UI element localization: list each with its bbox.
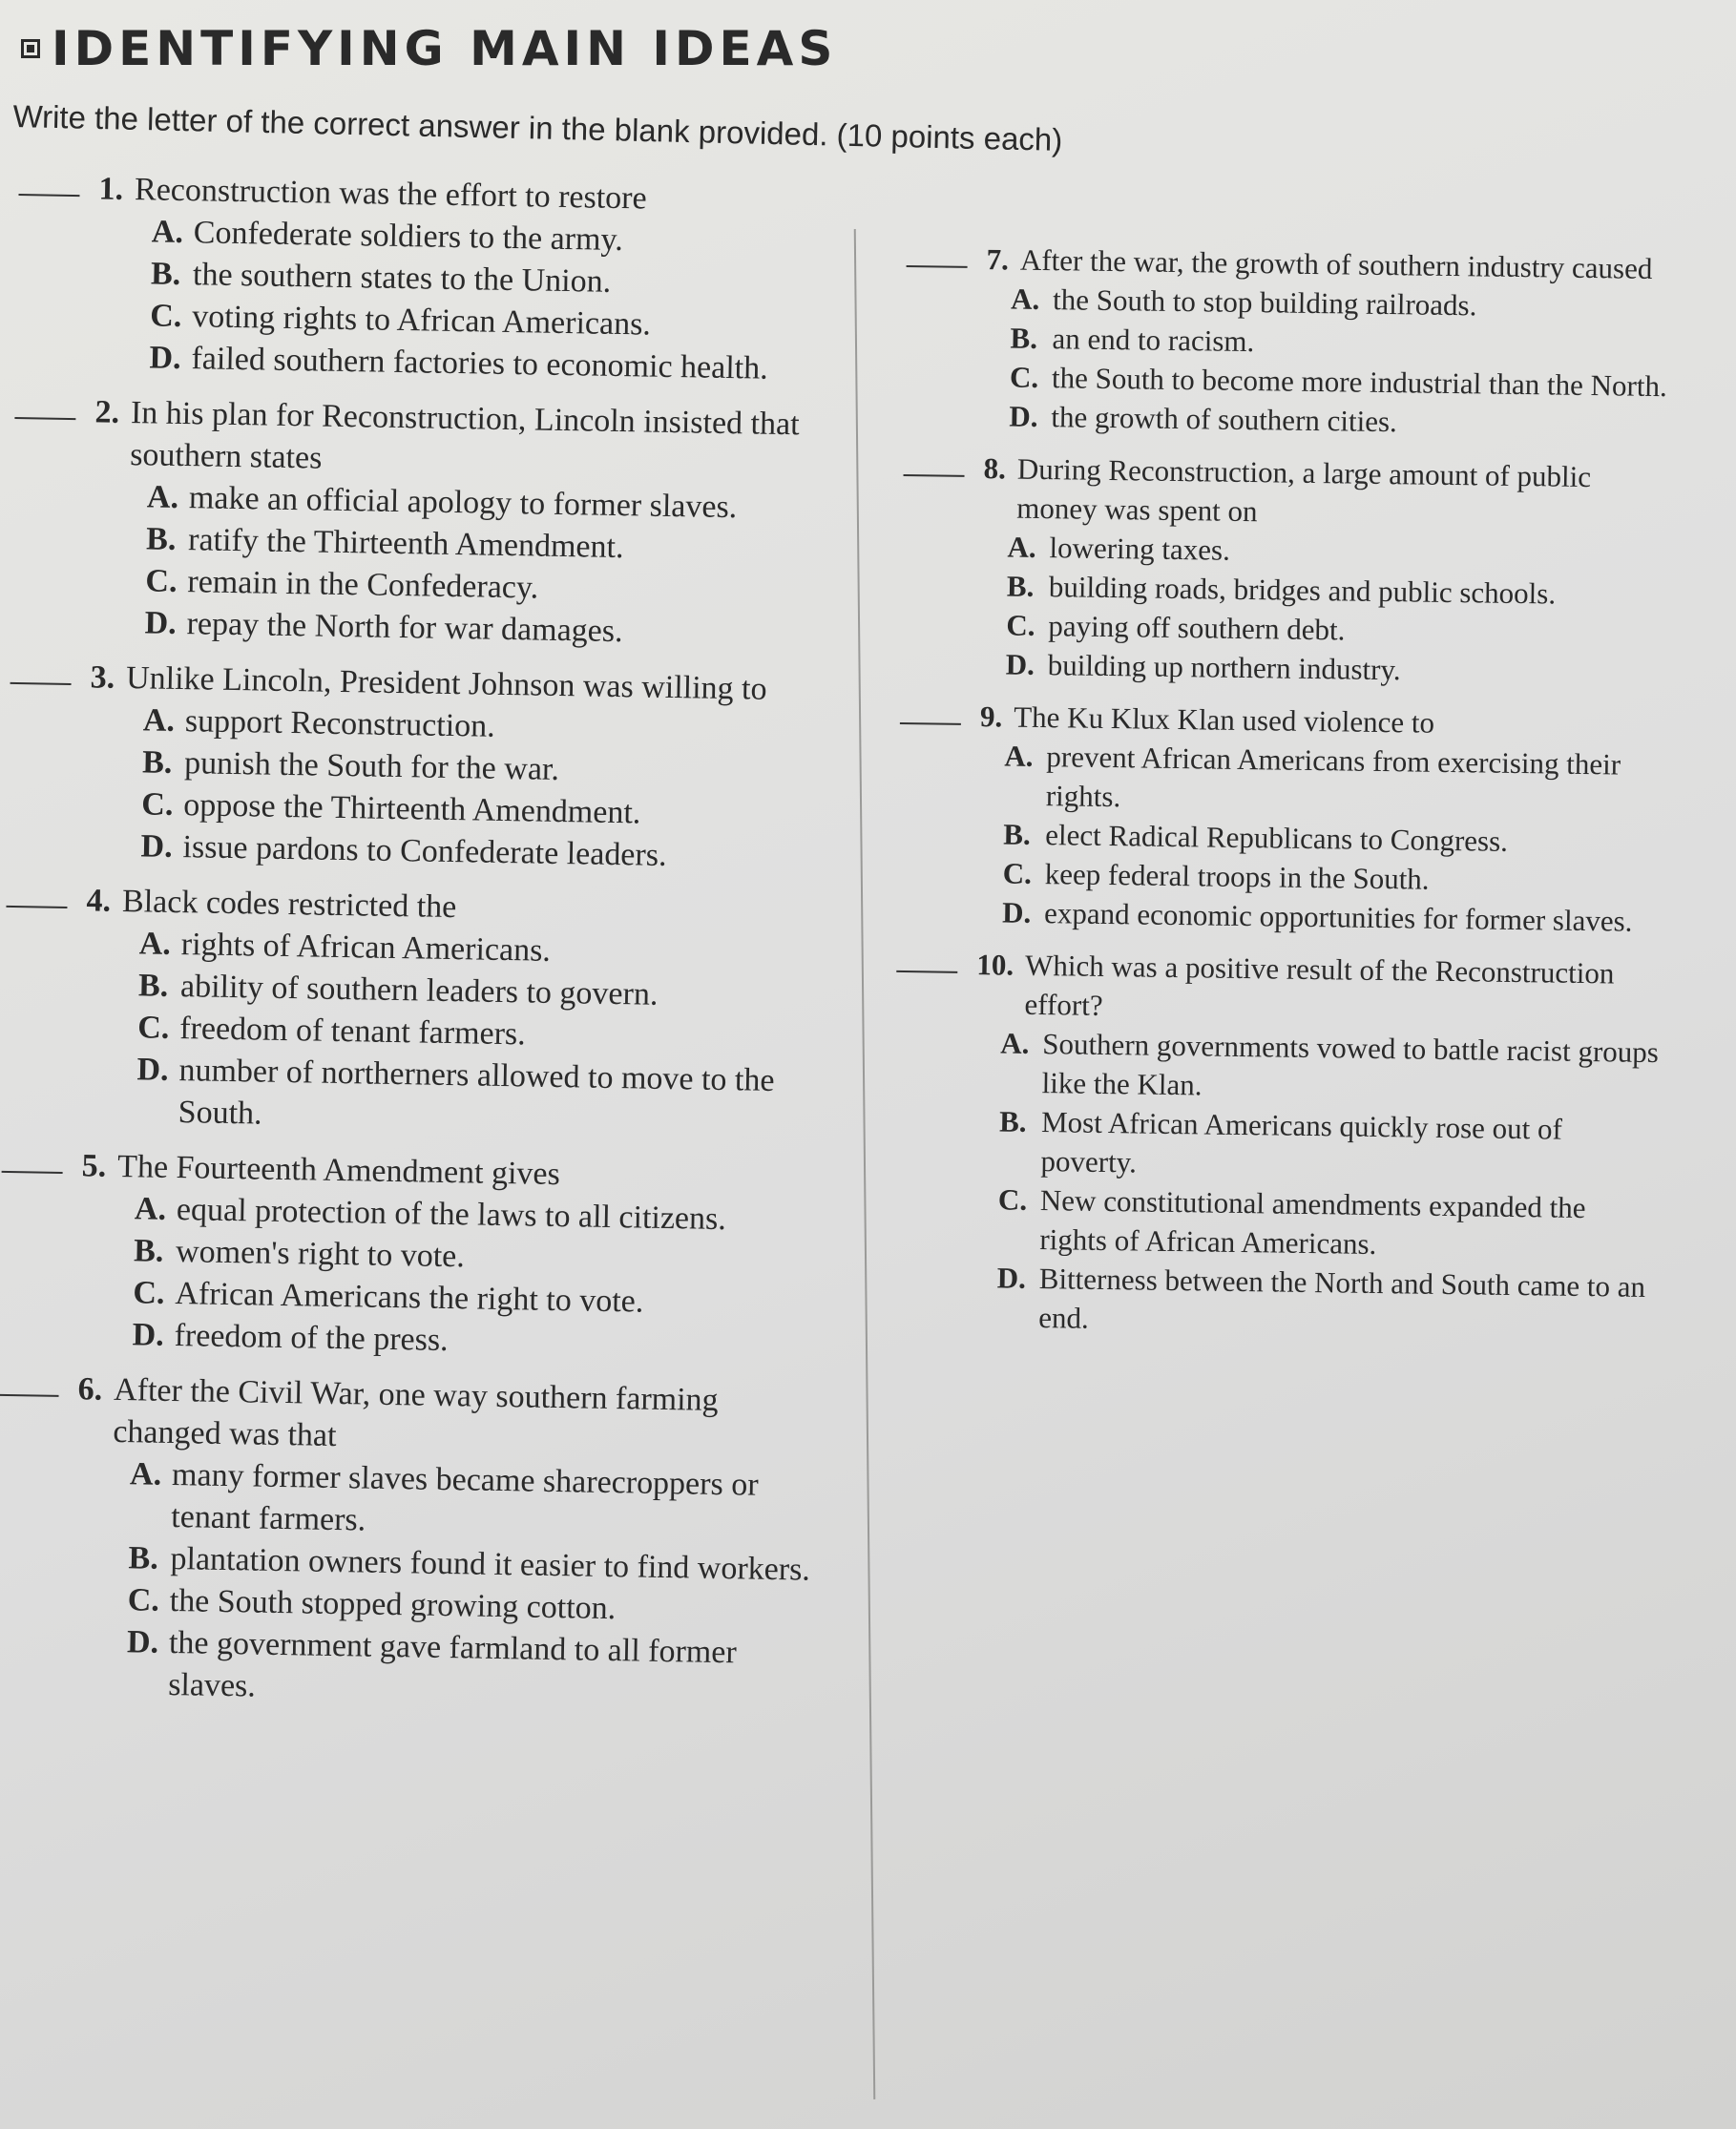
- option-letter: D.: [1009, 399, 1038, 433]
- option-text: number of northerners allowed to move to the South.: [178, 1053, 775, 1132]
- option-text: ratify the Thirteenth Amendment.: [187, 522, 624, 566]
- option-letter: B.: [1010, 321, 1038, 355]
- option-text: ability of southern leaders to govern.: [179, 969, 659, 1012]
- option-text: failed southern factories to economic health.: [191, 341, 768, 386]
- option-letter: B.: [128, 1540, 159, 1576]
- answer-options: [1009, 280, 1669, 446]
- answer-options: [132, 1188, 822, 1368]
- question-number: 6.: [77, 1371, 103, 1408]
- option-text: expand economic opportunities for former slaves.: [1043, 896, 1633, 938]
- column-divider: [854, 229, 876, 2099]
- option-letter: D.: [1005, 647, 1035, 681]
- option-text: Southern governments vowed to battle racist groups like the Klan.: [1041, 1027, 1660, 1102]
- question-text: The Fourteenth Amendment gives: [116, 1148, 561, 1193]
- question-stem: [896, 944, 1661, 1033]
- option-letter: A.: [151, 214, 184, 251]
- option-text: issue pardons to Confederate leaders.: [182, 829, 667, 873]
- option-text: elect Radical Republicans to Congress.: [1045, 818, 1509, 858]
- answer-blank[interactable]: [14, 390, 76, 420]
- option-letter: C.: [149, 298, 182, 334]
- question-stem: [18, 167, 840, 223]
- answer-option: [1004, 736, 1663, 824]
- question-item: [7, 656, 831, 880]
- question-text: After the war, the growth of southern industry caused: [1019, 242, 1653, 285]
- question-number: 2.: [94, 394, 120, 430]
- answer-blank[interactable]: [18, 167, 80, 197]
- answer-options: [1005, 528, 1665, 694]
- instructions: Write the letter of the correct answer in the blank provided. (10 points each): [12, 98, 1063, 157]
- left-column: [0, 167, 840, 1731]
- answer-options: [126, 1453, 817, 1718]
- option-letter: B.: [998, 1104, 1027, 1138]
- question-number: 3.: [90, 659, 115, 696]
- option-text: rights of African Americans.: [180, 927, 552, 969]
- answer-blank[interactable]: [10, 656, 73, 685]
- answer-option: [997, 1179, 1657, 1267]
- option-text: voting rights to African Americans.: [191, 299, 652, 343]
- option-letter: B.: [145, 521, 177, 557]
- option-text: support Reconstruction.: [184, 703, 496, 744]
- answer-option: [126, 1621, 814, 1718]
- question-number: 10.: [976, 948, 1014, 982]
- option-letter: A.: [1004, 739, 1034, 773]
- answer-option: [996, 1258, 1656, 1346]
- option-letter: D.: [144, 605, 178, 641]
- option-letter: A.: [1010, 282, 1040, 316]
- option-letter: A.: [134, 1191, 167, 1227]
- answer-blank[interactable]: [2, 1144, 64, 1174]
- option-text: Most African Americans quickly rose out of poverty.: [1040, 1105, 1563, 1179]
- option-letter: A.: [142, 702, 176, 739]
- option-text: the South to stop building railroads.: [1052, 282, 1477, 323]
- option-text: Confederate soldiers to the army.: [193, 215, 624, 259]
- question-text: After the Civil War, one way southern farming changed was that: [113, 1371, 719, 1454]
- question-item: [0, 1367, 819, 1718]
- answer-blank[interactable]: [6, 879, 68, 908]
- answer-option: [1005, 644, 1664, 693]
- answer-options: [144, 476, 834, 657]
- question-text: Black codes restricted the: [121, 884, 457, 926]
- option-letter: C.: [127, 1582, 160, 1618]
- option-text: freedom of the press.: [174, 1318, 449, 1359]
- option-text: New constitutional amendments expanded the rights of African Americans.: [1039, 1183, 1586, 1261]
- option-letter: C.: [1006, 608, 1035, 642]
- option-letter: C.: [141, 786, 174, 823]
- option-text: punish the South for the war.: [183, 745, 560, 787]
- question-stem: [0, 1367, 819, 1466]
- option-text: building up northern industry.: [1047, 648, 1401, 687]
- option-letter: A.: [1007, 530, 1036, 564]
- answer-blank[interactable]: [0, 1367, 59, 1397]
- question-item: [904, 239, 1670, 445]
- option-letter: D.: [126, 1624, 159, 1660]
- option-text: freedom of tenant farmers.: [178, 1011, 527, 1053]
- option-text: oppose the Thirteenth Amendment.: [183, 787, 641, 831]
- option-text: lowering taxes.: [1049, 531, 1231, 567]
- option-letter: B.: [133, 1233, 164, 1269]
- option-text: keep federal troops in the South.: [1044, 857, 1430, 896]
- question-stem: [1, 1144, 823, 1200]
- option-text: remain in the Confederacy.: [187, 564, 539, 606]
- question-stem: [6, 879, 827, 935]
- option-letter: D.: [149, 340, 181, 376]
- question-stem: [903, 448, 1667, 536]
- answer-blank[interactable]: [896, 944, 957, 973]
- question-text: During Reconstruction, a large amount of public money was spent on: [1016, 451, 1592, 529]
- option-text: an end to racism.: [1052, 322, 1255, 359]
- option-letter: B.: [1003, 817, 1031, 851]
- option-letter: A.: [146, 479, 179, 515]
- answer-options: [1002, 736, 1663, 941]
- answer-blank[interactable]: [907, 239, 968, 268]
- answer-options: [136, 923, 826, 1145]
- answer-option: [999, 1023, 1659, 1111]
- option-text: paying off southern debt.: [1048, 609, 1346, 647]
- question-item: [891, 944, 1661, 1346]
- option-letter: D.: [136, 1052, 169, 1088]
- question-number: 5.: [81, 1148, 107, 1184]
- option-text: the South stopped growing cotton.: [169, 1582, 617, 1627]
- answer-blank[interactable]: [904, 448, 965, 477]
- section-title: IDENTIFYING MAIN IDEAS: [52, 21, 838, 76]
- answer-options: [149, 211, 839, 391]
- option-letter: B.: [1006, 569, 1035, 603]
- option-letter: A.: [138, 926, 172, 962]
- option-text: African Americans the right to vote.: [175, 1276, 644, 1320]
- question-stem: [10, 656, 831, 712]
- option-text: Bitterness between the North and South came to an end.: [1037, 1262, 1646, 1335]
- option-text: women's right to vote.: [175, 1234, 466, 1275]
- option-letter: D.: [132, 1317, 165, 1353]
- option-letter: C.: [136, 1010, 170, 1046]
- question-stem: [13, 390, 835, 489]
- answer-option: [998, 1101, 1658, 1189]
- answer-option: [1009, 397, 1668, 446]
- question-number: 9.: [979, 699, 1003, 734]
- option-letter: C.: [1009, 360, 1039, 394]
- option-letter: C.: [133, 1275, 165, 1311]
- option-text: building roads, bridges and public schools.: [1048, 570, 1557, 611]
- option-letter: B.: [150, 256, 181, 292]
- question-number: 1.: [98, 171, 124, 207]
- question-item: [897, 696, 1663, 941]
- question-item: [15, 167, 840, 391]
- question-item: [901, 448, 1667, 693]
- answer-option: [1002, 892, 1662, 941]
- question-text: Reconstruction was the effort to restore: [134, 172, 647, 217]
- option-letter: C.: [997, 1182, 1028, 1217]
- question-item: [0, 1144, 823, 1368]
- question-text: Unlike Lincoln, President Johnson was willing to: [125, 660, 767, 707]
- option-letter: C.: [145, 563, 178, 599]
- option-text: the government gave farmland to all former slaves.: [167, 1624, 738, 1704]
- option-letter: D.: [140, 828, 173, 865]
- option-letter: B.: [141, 744, 173, 781]
- option-text: many former slaves became sharecroppers or tenant farmers.: [171, 1457, 759, 1538]
- option-letter: D.: [1001, 895, 1032, 929]
- option-letter: A.: [129, 1456, 162, 1492]
- section-header: [21, 21, 837, 76]
- option-text: repay the North for war damages.: [186, 606, 623, 650]
- answer-option: [136, 1049, 824, 1145]
- option-text: plantation owners found it easier to find workers.: [170, 1540, 811, 1588]
- answer-options: [996, 1023, 1660, 1346]
- option-letter: C.: [1002, 856, 1033, 890]
- answer-option: [129, 1453, 817, 1550]
- question-text: In his plan for Reconstruction, Lincoln insisted that southern states: [129, 395, 800, 476]
- option-text: the South to become more industrial than the North.: [1051, 361, 1668, 404]
- option-letter: A.: [999, 1026, 1030, 1060]
- option-text: the southern states to the Union.: [192, 257, 612, 300]
- answer-options: [140, 699, 830, 880]
- answer-blank[interactable]: [900, 696, 961, 725]
- option-text: make an official apology to former slaves.: [188, 480, 738, 526]
- question-number: 4.: [86, 883, 112, 919]
- option-text: the growth of southern cities.: [1051, 400, 1398, 439]
- question-item: [2, 879, 826, 1145]
- question-text: Which was a positive result of the Reconstruction effort?: [1024, 948, 1615, 1022]
- question-item: [10, 390, 835, 657]
- question-number: 8.: [983, 451, 1007, 486]
- option-text: equal protection of the laws to all citizens.: [176, 1192, 727, 1238]
- checkbox-icon: [21, 39, 40, 58]
- option-letter: D.: [996, 1261, 1027, 1295]
- option-text: prevent African Americans from exercising their rights.: [1045, 740, 1621, 814]
- question-number: 7.: [986, 242, 1010, 277]
- right-column: [891, 239, 1670, 1359]
- question-text: The Ku Klux Klan used violence to: [1014, 699, 1435, 740]
- option-letter: B.: [137, 968, 169, 1004]
